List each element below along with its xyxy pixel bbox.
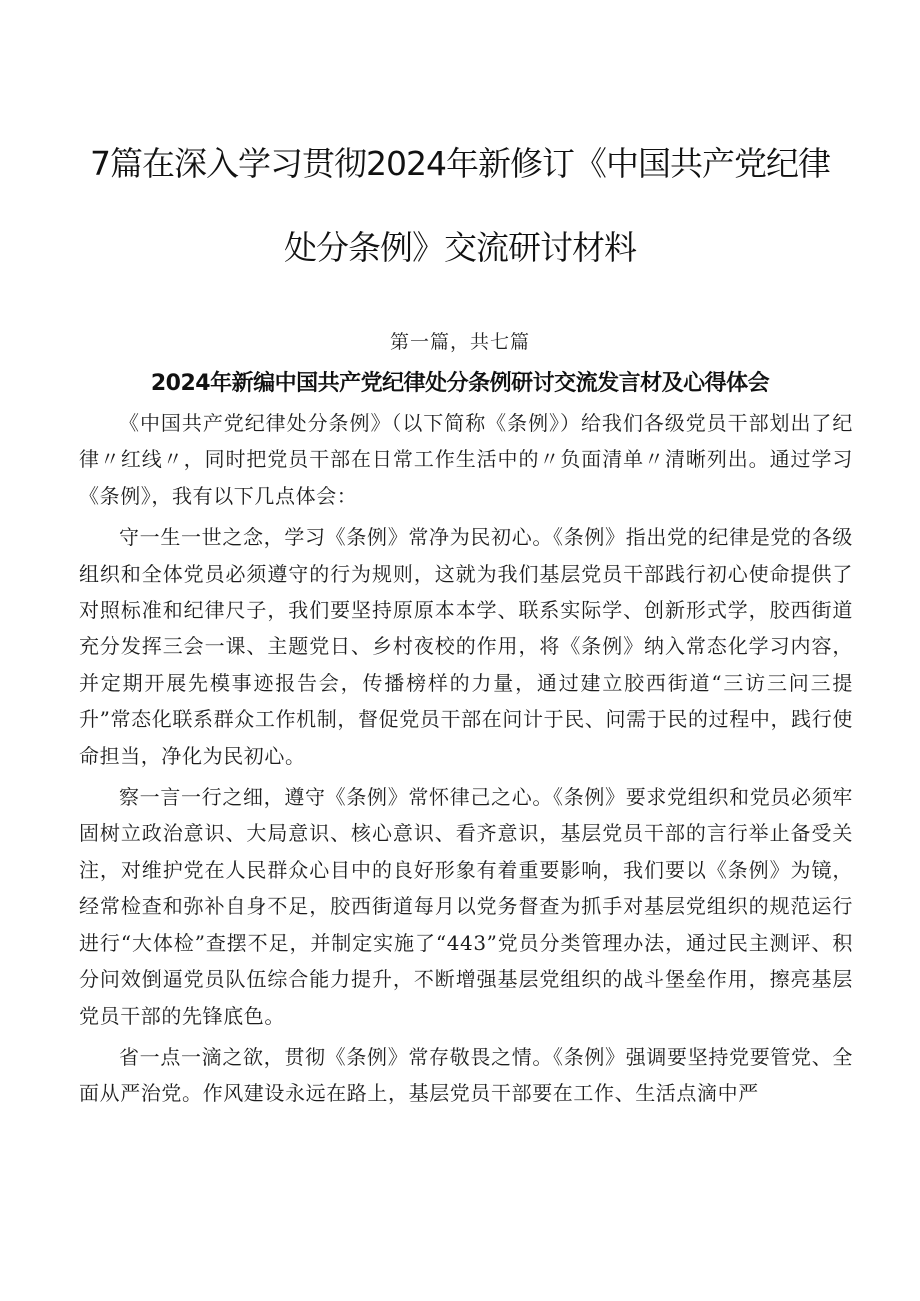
document-title-line-2: 处分条例》交流研讨材料 xyxy=(284,228,636,267)
paragraph: 《中国共产党纪律处分条例》（以下简称《条例》）给我们各级党员干部划出了纪律〃红线〃，同时把党员干部在日常工作生活中的〃负面清单〃清晰列出。通过学习《条例》，我有以下几点体会： xyxy=(79,411,853,508)
paragraph: 察一言一行之细，遵守《条例》常怀律己之心。《条例》要求党组织和党员必须牢固树立政治意识、大局意识、核心意识、看齐意识，基层党员干部的言行举止备受关注，对维护党在人民群众心目中的良好形象有着重要影响，我们要以《条例》为镜，经常检查和弥补自身不足，胶西街道每月以党务督查为抓手对基层党组织的规范运行进行“大体检”查摆不足，并制定实施了“443”党员分类管理办法，通过民主测评、积分问效倒逼党员队伍综合能力提升，不断增强基层党组织的战斗堡垒作用，擦亮基层党员干部的先锋底色。 xyxy=(79,785,853,1028)
document-title-line-1: 7篇在深入学习贯彻2024年新修订《中国共产党纪律 xyxy=(90,144,830,183)
body-text xyxy=(79,405,853,1112)
section-heading: 2024年新编中国共产党纪律处分条例研讨交流发言材及心得体会 xyxy=(150,371,770,396)
section-marker: 第一篇，共七篇 xyxy=(389,331,530,353)
paragraph: 省一点一滴之欲，贯彻《条例》常存敬畏之情。《条例》强调要坚持党要管党、全面从严治党。作风建设永远在路上，基层党员干部要在工作、生活点滴中严 xyxy=(79,1044,853,1106)
paragraph: 守一生一世之念，学习《条例》常净为民初心。《条例》指出党的纪律是党的各级组织和全体党员必须遵守的行为规则，这就为我们基层党员干部践行初心使命提供了对照标准和纪律尺子，我们要坚持原原本本学、联系实际学、创新形式学，胶西街道充分发挥三会一课、主题党日、乡村夜校的作用，将《条例》纳入常态化学习内容，并定期开展先模事迹报告会，传播榜样的力量，通过建立胶西街道“三访三问三提升”常态化联系群众工作机制，督促党员干部在问计于民、问需于民的过程中，践行使命担当，净化为民初心。 xyxy=(79,525,853,768)
